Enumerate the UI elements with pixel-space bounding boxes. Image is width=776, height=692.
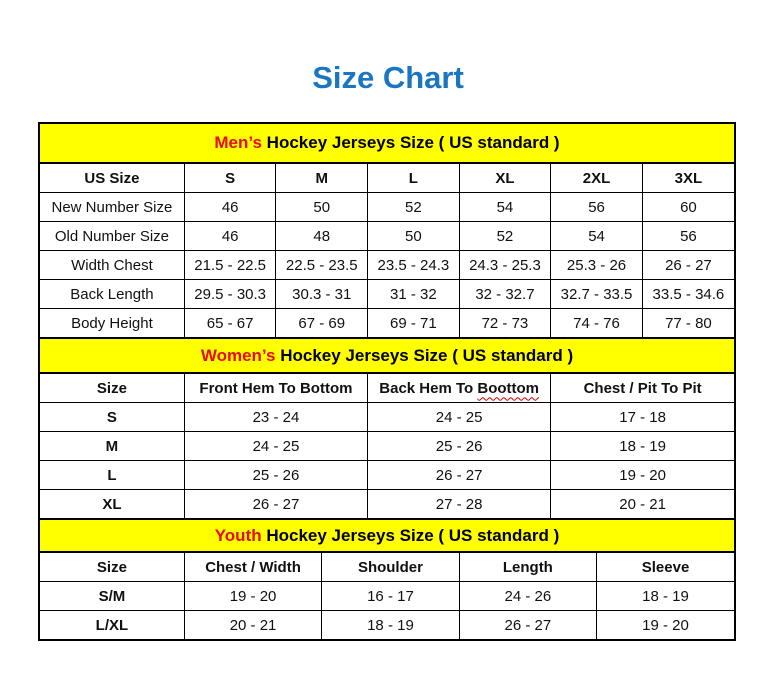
misspelled-word: Boottom (477, 379, 540, 397)
cell: 19 - 20 (184, 582, 321, 611)
cell: 33.5 - 34.6 (642, 280, 734, 309)
mens-header-row (40, 164, 734, 193)
cell: 26 - 27 (368, 461, 551, 490)
cell: 69 - 71 (368, 309, 460, 338)
cell: 26 - 27 (184, 490, 367, 519)
youth-section-header-highlight: Youth (214, 526, 262, 545)
youth-col-header: Size (40, 553, 184, 582)
cell: 32 - 32.7 (459, 280, 551, 309)
cell: 24 - 25 (184, 432, 367, 461)
womens-col-header-back-hem: Back Hem To (379, 379, 474, 397)
cell: 60 (642, 193, 734, 222)
row-label: L/XL (40, 611, 184, 640)
youth-col-header: Sleeve (597, 553, 734, 582)
row-label: S (40, 403, 184, 432)
mens-col-header: XL (459, 164, 551, 193)
cell: 25.3 - 26 (551, 251, 643, 280)
cell: 67 - 69 (276, 309, 368, 338)
mens-col-header: US Size (40, 164, 184, 193)
cell: 32.7 - 33.5 (551, 280, 643, 309)
youth-section-header-text: Hockey Jerseys Size ( US standard ) (266, 526, 560, 545)
womens-section-header-text: Hockey Jerseys Size ( US standard ) (280, 346, 574, 365)
cell: 77 - 80 (642, 309, 734, 338)
youth-section-header (40, 518, 734, 553)
youth-header-row (40, 553, 734, 582)
cell: 74 - 76 (551, 309, 643, 338)
cell: 72 - 73 (459, 309, 551, 338)
cell: 16 - 17 (322, 582, 459, 611)
table-row (40, 461, 734, 490)
cell: 18 - 19 (322, 611, 459, 640)
cell: 18 - 19 (597, 582, 734, 611)
mens-col-header: 2XL (551, 164, 643, 193)
mens-section-header-text: Hockey Jerseys Size ( US standard ) (266, 133, 560, 152)
womens-table (40, 374, 734, 518)
cell: 27 - 28 (368, 490, 551, 519)
size-chart (38, 122, 736, 641)
cell: 24 - 26 (459, 582, 596, 611)
mens-col-header: M (276, 164, 368, 193)
womens-header-row (40, 374, 734, 403)
row-label: XL (40, 490, 184, 519)
table-row (40, 222, 734, 251)
cell: 46 (184, 222, 276, 251)
youth-col-header: Chest / Width (184, 553, 321, 582)
youth-col-header: Length (459, 553, 596, 582)
row-label: L (40, 461, 184, 490)
cell: 50 (368, 222, 460, 251)
table-row (40, 490, 734, 519)
cell: 17 - 18 (551, 403, 734, 432)
cell: 26 - 27 (459, 611, 596, 640)
cell: 46 (184, 193, 276, 222)
cell: 23.5 - 24.3 (368, 251, 460, 280)
cell: 25 - 26 (184, 461, 367, 490)
table-row (40, 432, 734, 461)
row-label: Old Number Size (40, 222, 184, 251)
cell: 52 (459, 222, 551, 251)
mens-col-header: L (368, 164, 460, 193)
cell: 56 (551, 193, 643, 222)
row-label: S/M (40, 582, 184, 611)
cell: 54 (459, 193, 551, 222)
cell: 56 (642, 222, 734, 251)
row-label: Body Height (40, 309, 184, 338)
cell: 48 (276, 222, 368, 251)
cell: 22.5 - 23.5 (276, 251, 368, 280)
table-row (40, 611, 734, 640)
cell: 23 - 24 (184, 403, 367, 432)
table-row (40, 309, 734, 338)
cell: 19 - 20 (551, 461, 734, 490)
cell: 19 - 20 (597, 611, 734, 640)
cell: 31 - 32 (368, 280, 460, 309)
table-row (40, 251, 734, 280)
cell: 24.3 - 25.3 (459, 251, 551, 280)
youth-col-header: Shoulder (322, 553, 459, 582)
cell: 26 - 27 (642, 251, 734, 280)
cell: 29.5 - 30.3 (184, 280, 276, 309)
cell: 25 - 26 (368, 432, 551, 461)
table-row (40, 403, 734, 432)
cell: 20 - 21 (184, 611, 321, 640)
row-label: Width Chest (40, 251, 184, 280)
mens-col-header: 3XL (642, 164, 734, 193)
womens-col-header: Front Hem To Bottom (184, 374, 367, 403)
mens-col-header: S (184, 164, 276, 193)
cell: 52 (368, 193, 460, 222)
cell: 21.5 - 22.5 (184, 251, 276, 280)
row-label: New Number Size (40, 193, 184, 222)
mens-section-header (40, 124, 734, 164)
cell: 18 - 19 (551, 432, 734, 461)
page-title: Size Chart (312, 60, 464, 95)
row-label: Back Length (40, 280, 184, 309)
cell: 20 - 21 (551, 490, 734, 519)
mens-section-header-highlight: Men’s (214, 133, 262, 152)
youth-table (40, 553, 734, 639)
womens-col-header: Chest / Pit To Pit (551, 374, 734, 403)
womens-section-header (40, 337, 734, 374)
womens-section-header-highlight: Women’s (200, 346, 276, 365)
cell: 30.3 - 31 (276, 280, 368, 309)
womens-col-header: Size (40, 374, 184, 403)
table-row (40, 582, 734, 611)
cell: 54 (551, 222, 643, 251)
womens-col-header (368, 374, 551, 403)
cell: 50 (276, 193, 368, 222)
cell: 65 - 67 (184, 309, 276, 338)
row-label: M (40, 432, 184, 461)
mens-table (40, 164, 734, 337)
cell: 24 - 25 (368, 403, 551, 432)
table-row (40, 280, 734, 309)
table-row (40, 193, 734, 222)
